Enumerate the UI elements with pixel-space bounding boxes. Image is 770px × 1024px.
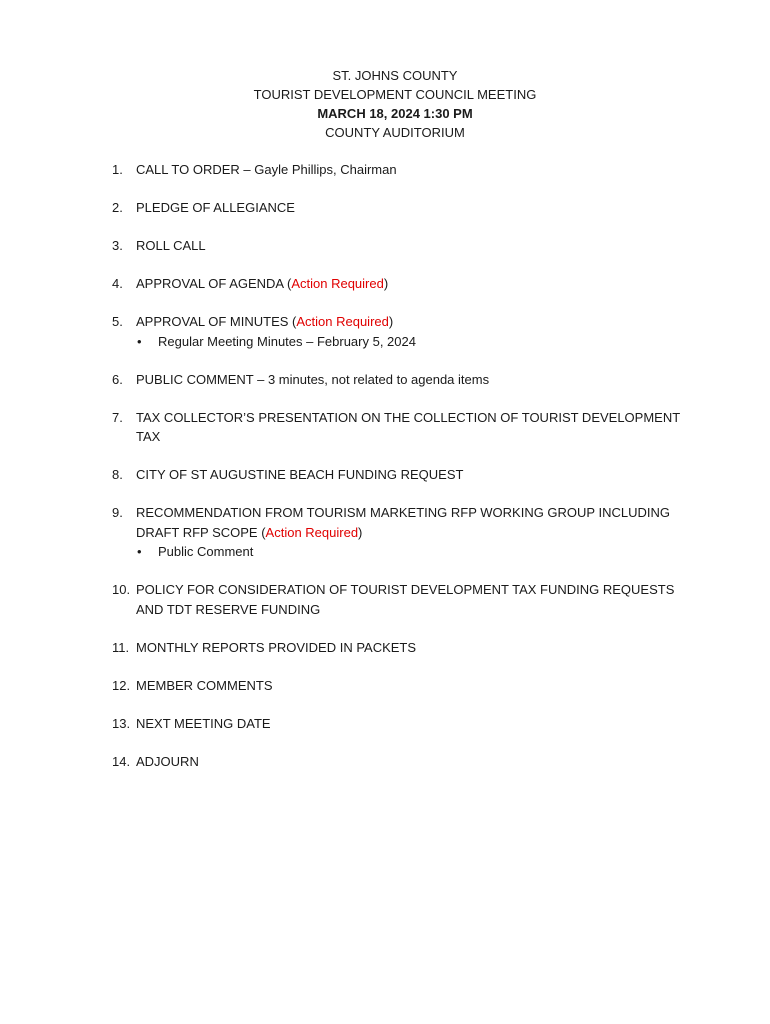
- agenda-item-9: [112, 503, 692, 562]
- agenda-item-text: ROLL CALL: [136, 238, 206, 253]
- agenda-item-text: APPROVAL OF AGENDA (: [136, 276, 292, 291]
- agenda-item-10: [112, 580, 692, 619]
- meeting-title: TOURIST DEVELOPMENT COUNCIL MEETING: [253, 87, 537, 102]
- agenda-item-6: [112, 370, 692, 390]
- meeting-location: COUNTY AUDITORIUM: [325, 125, 465, 140]
- agenda-item-text: NEXT MEETING DATE: [136, 715, 271, 731]
- agenda-item-text: MEMBER COMMENTS: [136, 677, 273, 693]
- agenda-item-number: 4.: [112, 276, 123, 291]
- bullet-icon: •: [137, 333, 142, 349]
- agenda-item-text: MONTHLY REPORTS PROVIDED IN PACKETS: [136, 639, 417, 655]
- agenda-item-text-block: [136, 503, 692, 542]
- agenda-item-11: [112, 638, 692, 658]
- agenda-item-text: TAX COLLECTOR’S PRESENTATION ON THE COLLECTION OF TOURIST DEVELOPMENT TAX: [136, 409, 680, 444]
- agenda-item-4: [112, 274, 692, 294]
- agenda-subitem: [136, 542, 692, 562]
- county-name: ST. JOHNS COUNTY: [332, 68, 458, 83]
- agenda-item-number: 14.: [112, 753, 131, 769]
- agenda-item-number: 3.: [112, 238, 123, 253]
- agenda-item-text-block: [136, 312, 692, 332]
- agenda-item-7: [112, 408, 692, 447]
- agenda-item-3: [112, 236, 692, 256]
- agenda-item-text-close: ): [358, 524, 363, 540]
- agenda-item-number: 11.: [112, 639, 130, 655]
- agenda-subitem-text: Regular Meeting Minutes – February 5, 2024: [158, 333, 416, 349]
- agenda-item-13: [112, 714, 692, 734]
- agenda-item-text: RECOMMENDATION FROM TOURISM MARKETING RFP WORKING GROUP INCLUDING DRAFT RFP SCOPE (: [136, 505, 670, 540]
- agenda-item-number: 1.: [112, 162, 123, 177]
- agenda-item-2: [112, 198, 692, 218]
- action-required-label: Action Required: [296, 314, 389, 329]
- action-required-label: Action Required: [291, 276, 384, 291]
- agenda-item-12: [112, 676, 692, 696]
- agenda-item-8: [112, 465, 692, 485]
- agenda-item-text: CALL TO ORDER – Gayle Phillips, Chairman: [136, 162, 397, 177]
- agenda-item-text-close: ): [388, 314, 394, 329]
- agenda-list: [112, 160, 692, 790]
- agenda-item-text: POLICY FOR CONSIDERATION OF TOURIST DEVELOPMENT TAX FUNDING REQUESTS AND TDT RESERVE FUNDING: [136, 582, 675, 617]
- meeting-date-time: MARCH 18, 2024 1:30 PM: [317, 106, 473, 121]
- agenda-item-text: CITY OF ST AUGUSTINE BEACH FUNDING REQUEST: [136, 467, 464, 482]
- agenda-item-text: PUBLIC COMMENT – 3 minutes, not related to agenda items: [136, 371, 490, 387]
- agenda-item-number: 10.: [112, 582, 131, 597]
- agenda-item-1: [112, 160, 692, 180]
- agenda-item-number: 13.: [112, 715, 131, 731]
- agenda-item-text-block: [136, 274, 692, 294]
- action-required-label: Action Required: [265, 524, 359, 540]
- agenda-item-text: ADJOURN: [136, 753, 199, 769]
- agenda-item-text-close: ): [383, 276, 389, 291]
- agenda-item-number: 8.: [112, 467, 123, 482]
- agenda-item-text: PLEDGE OF ALLEGIANCE: [136, 200, 295, 215]
- agenda-item-number: 12.: [112, 677, 131, 693]
- agenda-item-number: 7.: [112, 409, 123, 425]
- agenda-item-number: 6.: [112, 371, 123, 387]
- agenda-item-number: 2.: [112, 200, 123, 215]
- bullet-icon: •: [137, 544, 142, 559]
- meeting-header: [0, 66, 770, 142]
- agenda-item-5: [112, 312, 692, 351]
- agenda-subitem: [136, 332, 692, 352]
- agenda-item-text: APPROVAL OF MINUTES (: [136, 314, 297, 329]
- agenda-subitem-text: Public Comment: [158, 544, 254, 559]
- agenda-item-number: 9.: [112, 505, 123, 520]
- agenda-item-14: [112, 752, 692, 772]
- agenda-item-number: 5.: [112, 314, 123, 329]
